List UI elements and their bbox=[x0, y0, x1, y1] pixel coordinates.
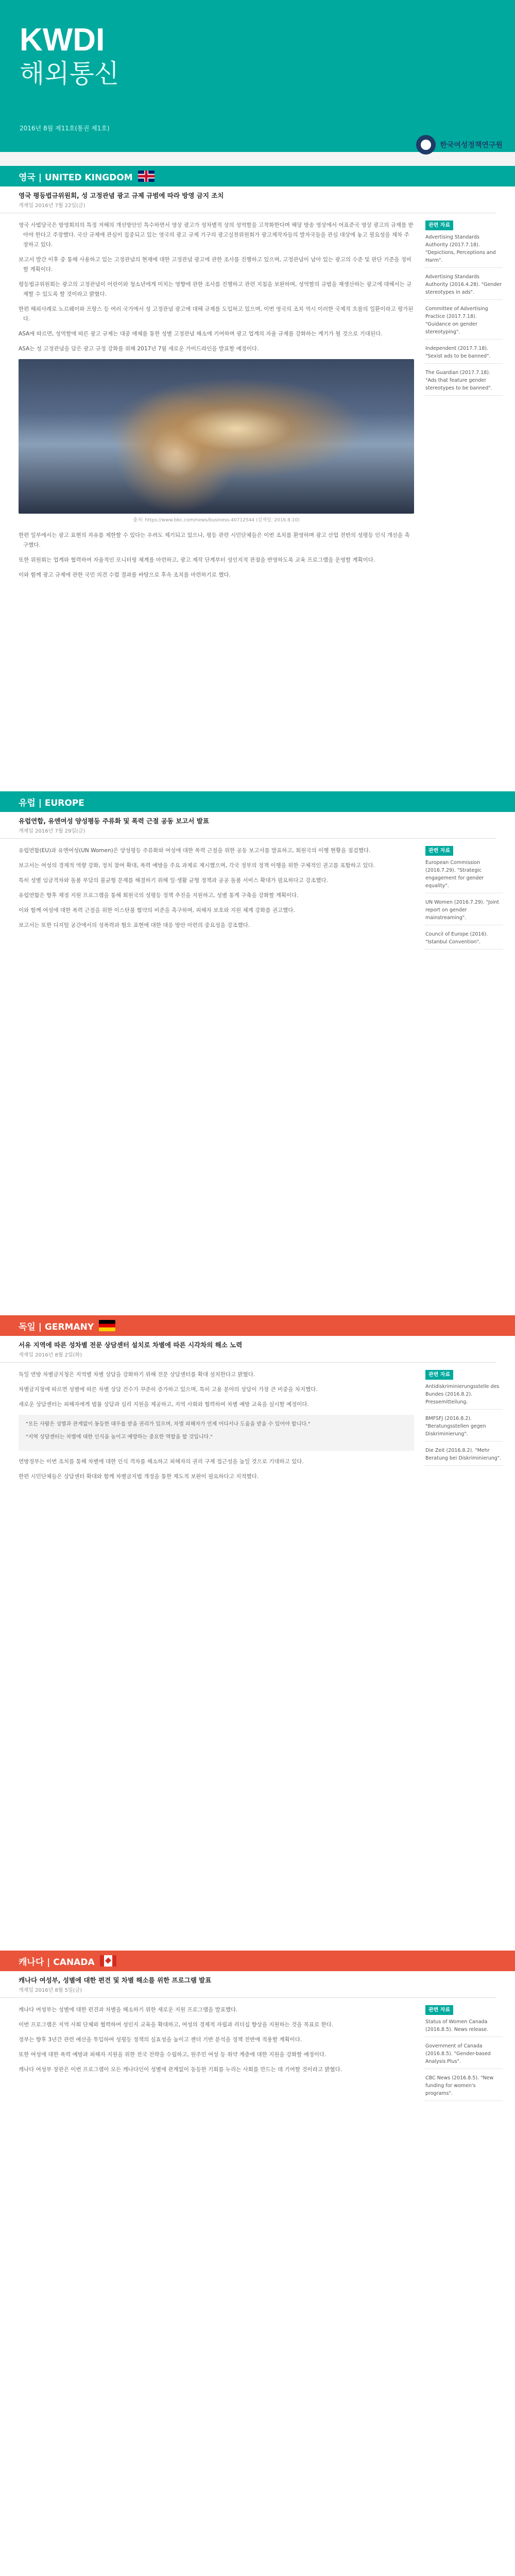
reference-link[interactable]: Die Zeit (2016.8.2). "Mehr Beratung bei Diskriminierung". bbox=[425, 1447, 503, 1466]
article-title: 영국 평등법규위원회, 성 고정관념 광고 규제 규범에 따라 방영 금지 조치 bbox=[19, 192, 224, 199]
paragraph: 정부는 향후 3년간 관련 예산을 투입하여 성평등 정책의 실효성을 높이고 젠더 기반 분석을 정책 전반에 적용할 계획이다. bbox=[19, 2037, 302, 2043]
article-body bbox=[19, 846, 414, 955]
article-date: 게재일 2016년 7월 29일(금) bbox=[0, 825, 496, 839]
region-label-europe: 유럽 | EUROPE bbox=[19, 798, 84, 808]
reference-link[interactable]: Council of Europe (2016). "Istanbul Convention". bbox=[425, 930, 503, 950]
reference-link[interactable]: Antidiskriminierungsstelle des Bundes (2016.8.2). Pressemitteilung. bbox=[425, 1383, 503, 1410]
reference-link[interactable]: Advertising Standards Authority (2017.7.18). "Depictions, Perceptions and Harm". bbox=[425, 233, 503, 268]
article-title: 서유 지역에 따른 성차별 전문 상담센터 설치로 차별에 따른 시각차의 해소 노력 bbox=[19, 1341, 243, 1349]
germany-flag-icon bbox=[99, 1320, 115, 1331]
article-title: 유럽연합, 유엔여성 양성평등 주류화 및 폭력 근절 공동 보고서 발표 bbox=[19, 817, 209, 825]
quote-box bbox=[19, 1415, 414, 1451]
spacer bbox=[0, 585, 515, 791]
article-body bbox=[19, 2005, 414, 2106]
institute-logo[interactable] bbox=[416, 135, 503, 155]
paragraph: 새로운 상담센터는 피해자에게 법률 상담과 심리 지원을 제공하고, 지역 사회와 협력하여 차별 예방 교육을 실시할 예정이다. bbox=[19, 1401, 309, 1408]
spacer bbox=[0, 1487, 515, 1951]
paragraph: 독일 연방 차별금지청은 지역별 차별 상담을 강화하기 위해 전문 상담센터를 확대 설치한다고 밝혔다. bbox=[19, 1371, 255, 1378]
logo-icon bbox=[416, 135, 436, 155]
uk-flag-icon bbox=[138, 171, 154, 182]
logo-text: 한국여성정책연구원 bbox=[440, 141, 503, 149]
page-title: KWDI bbox=[20, 22, 105, 58]
section-bar-germany bbox=[0, 1315, 515, 1336]
page-subtitle: 해외통신 bbox=[20, 59, 119, 89]
section-europe bbox=[0, 791, 515, 955]
issue-meta: 2016년 8월 제11호(통권 제1호) bbox=[20, 125, 110, 132]
spacer bbox=[0, 955, 515, 1315]
section-bar-canada bbox=[0, 1951, 515, 1971]
section-bar-europe bbox=[0, 791, 515, 812]
article-photo bbox=[19, 359, 414, 514]
sidebar-heading: 관련 자료 bbox=[425, 1370, 453, 1380]
article-body bbox=[19, 221, 414, 585]
article-date: 게재일 2016년 8월 2일(화) bbox=[0, 1349, 496, 1363]
canada-flag-icon bbox=[100, 1955, 116, 1967]
paragraph: 평등법규위원회는 광고의 고정관념이 어린이와 청소년에게 미치는 영향에 관한 조사를 진행하고 관련 지침을 보완하며, 성역할의 규범을 재생산하는 광고에 대해서는 규제할 수 있도록 할 것이라고 밝혔다. bbox=[19, 281, 412, 297]
paragraph: 유럽연합(EU)과 유엔여성(UN Women)은 양성평등 주류화와 여성에 대한 폭력 근절을 위한 공동 보고서를 발표하고, 회원국의 이행 현황을 점검했다. bbox=[19, 848, 371, 854]
paragraph: 또한 위원회는 업계와 협력하여 자율적인 모니터링 체계를 마련하고, 광고 제작 단계부터 성인지적 관점을 반영하도록 교육 프로그램을 운영할 계획이다. bbox=[19, 557, 375, 563]
paragraph: 이와 함께 여성에 대한 폭력 근절을 위한 이스탄불 협약의 비준을 촉구하며, 피해자 보호와 지원 체계 강화를 권고했다. bbox=[19, 907, 295, 913]
article-body bbox=[19, 1370, 414, 1487]
reference-link[interactable]: Government of Canada (2016.8.5). "Gender-based Analysis Plus". bbox=[425, 2042, 503, 2069]
region-label-canada: 캐나다 | CANADA bbox=[19, 1957, 95, 1968]
reference-link[interactable]: UN Women (2016.7.29). "Joint report on gender mainstreaming". bbox=[425, 899, 503, 925]
section-uk bbox=[0, 166, 515, 585]
sidebar-references bbox=[425, 1370, 503, 1487]
section-germany bbox=[0, 1315, 515, 1487]
paragraph: 한편 시민단체들은 상담센터 확대와 함께 차별금지법 개정을 통한 제도적 보완이 필요하다고 지적했다. bbox=[19, 1473, 259, 1480]
paragraph: 보고서 발간 이후 중 통해 사용하고 있는 고정관념의 현재에 대한 고정관념 광고에 관한 조사를 진행하고 있으며, 고정관념이 남아 있는 광고의 수준 및 판단 기준을 정비할 계획이다. bbox=[19, 257, 412, 273]
sidebar-heading: 관련 자료 bbox=[425, 2005, 453, 2015]
paragraph: 캐나다 여성부 장관은 이번 프로그램이 모든 캐나다인이 성별에 관계없이 동등한 기회를 누리는 사회를 만드는 데 기여할 것이라고 밝혔다. bbox=[19, 2066, 342, 2073]
sidebar-heading: 관련 자료 bbox=[425, 846, 453, 856]
paragraph: ASA는 성 고정관념을 담은 광고 규정 강화를 위해 2017년 7월 새로운 가이드라인을 발표할 예정이다. bbox=[19, 346, 259, 352]
reference-link[interactable]: The Guardian (2017.7.18). "Ads that feature gender stereotypes to be banned". bbox=[425, 369, 503, 396]
section-bar-uk bbox=[0, 166, 515, 187]
reference-link[interactable]: Advertising Standards Authority (2016.4.28). "Gender stereotypes in ads". bbox=[425, 273, 503, 300]
paragraph: 영국 사법당국은 방영회의의 특정 저해의 개선방안인 특수하면서 영상 광고가 성차별적 상의 성역할을 고착화한다며 해당 방송 영상에서 어표준국 영상 광고의 규제를 받아야 한다고 주장했다. 국산 규제에 관심이 집중되고 있는 영국의 광고 규제 기구의 광고실천위원회가 광고제작자들의 발자국들을 관심 대상에 놓고 필요성을 재차 주장하고 있다. bbox=[19, 222, 414, 248]
article-date: 게재일 2016년 8월 5일(금) bbox=[0, 1985, 496, 1998]
paragraph: 이번 프로그램은 지역 사회 단체와 협력하여 성인지 교육을 확대하고, 여성의 경제적 자립과 리더십 향상을 지원하는 것을 목표로 한다. bbox=[19, 2022, 334, 2028]
quote-text: "지역 상담센터는 차별에 대한 인식을 높이고 예방하는 중요한 역할을 할 것입니다." bbox=[26, 1434, 213, 1440]
region-label-germany: 독일 | GERMANY bbox=[19, 1321, 94, 1332]
paragraph: 연방정부는 이번 조치를 통해 차별에 대한 인식 격차를 해소하고 피해자의 권리 구제 접근성을 높일 것으로 기대하고 있다. bbox=[19, 1459, 304, 1465]
paragraph: 차별금지청에 따르면 성별에 따른 차별 상담 건수가 꾸준히 증가하고 있으며, 특히 고용 분야의 상담이 가장 큰 비중을 차지했다. bbox=[19, 1386, 318, 1393]
photo-caption: 출처: https://www.bbc.com/news/business-40712544 (검색일: 2016.8.10) bbox=[133, 518, 300, 523]
paragraph: 한편 해외사례로 노르웨이와 프랑스 등 여러 국가에서 성 고정관념 광고에 대해 규제를 도입하고 있으며, 이번 영국의 조치 역시 이러한 국제적 흐름의 일환이라고 평가된다. bbox=[19, 306, 414, 322]
sidebar-heading: 관련 자료 bbox=[425, 221, 453, 230]
paragraph: 캐나다 여성부는 성별에 대한 편견과 차별을 해소하기 위한 새로운 지원 프로그램을 발표했다. bbox=[19, 2007, 238, 2013]
article-title: 캐나다 여성부, 성별에 대한 편견 및 차별 해소를 위한 프로그램 발표 bbox=[19, 1976, 212, 1984]
paragraph: 특히 성별 임금격차와 돌봄 부담의 불균형 문제를 해결하기 위해 일·생활 균형 정책과 공공 돌봄 서비스 확대가 필요하다고 강조했다. bbox=[19, 877, 328, 884]
paragraph: 이와 함께 광고 규제에 관한 국민 의견 수렴 결과를 바탕으로 후속 조치를 마련하기로 했다. bbox=[19, 572, 231, 578]
paragraph: 한편 일부에서는 광고 표현의 자유를 제한할 수 있다는 우려도 제기되고 있으나, 평등 관련 시민단체들은 이번 조치를 환영하며 광고 산업 전반의 성평등 인식 개선을 촉구했다. bbox=[19, 532, 410, 548]
reference-link[interactable]: Independent (2017.7.18). "Sexist ads to be banned". bbox=[425, 345, 503, 364]
sidebar-references bbox=[425, 846, 503, 955]
paragraph: 또한 여성에 대한 폭력 예방과 피해자 지원을 위한 전국 전략을 수립하고, 원주민 여성 등 취약 계층에 대한 지원을 강화할 예정이다. bbox=[19, 2052, 327, 2058]
paragraph: 보고서는 또한 디지털 공간에서의 성폭력과 혐오 표현에 대한 대응 방안 마련의 중요성을 강조했다. bbox=[19, 922, 250, 928]
section-canada bbox=[0, 1951, 515, 2106]
sidebar-references bbox=[425, 221, 503, 585]
paragraph: ASA에 따르면, 성역할에 따른 광고 규제는 대중 매체를 통한 성별 고정관념 해소에 기여하며 광고 업계의 자율 규제를 강화하는 계기가 될 것으로 기대된다. bbox=[19, 331, 383, 337]
article-date: 게재일 2016년 7월 22일(금) bbox=[0, 200, 496, 213]
quote-text: "모든 사람은 성별과 관계없이 동등한 대우를 받을 권리가 있으며, 차별 피해자가 언제 어디서나 도움을 받을 수 있어야 합니다." bbox=[26, 1421, 311, 1427]
reference-link[interactable]: BMFSFJ (2016.8.2). "Beratungsstellen gegen Diskriminierung". bbox=[425, 1415, 503, 1442]
reference-link[interactable]: CBC News (2016.8.5). "New funding for women's programs". bbox=[425, 2074, 503, 2101]
region-label-uk: 영국 | UNITED KINGDOM bbox=[19, 172, 133, 183]
reference-link[interactable]: European Commission (2016.7.29). "Strategic engagement for gender equality". bbox=[425, 859, 503, 893]
reference-link[interactable]: Status of Women Canada (2016.8.5). News release. bbox=[425, 2018, 503, 2037]
paragraph: 유럽연합은 향후 재정 지원 프로그램을 통해 회원국의 성평등 정책 추진을 지원하고, 성별 통계 구축을 강화할 계획이다. bbox=[19, 892, 299, 899]
reference-link[interactable]: Committee of Advertising Practice (2017.7.18). "Guidance on gender stereotyping". bbox=[425, 305, 503, 340]
paragraph: 보고서는 여성의 경제적 역량 강화, 정치 참여 확대, 폭력 예방을 주요 과제로 제시했으며, 각국 정부의 정책 이행을 위한 구체적인 권고를 포함하고 있다. bbox=[19, 862, 375, 869]
sidebar-references bbox=[425, 2005, 503, 2106]
header bbox=[0, 0, 515, 166]
